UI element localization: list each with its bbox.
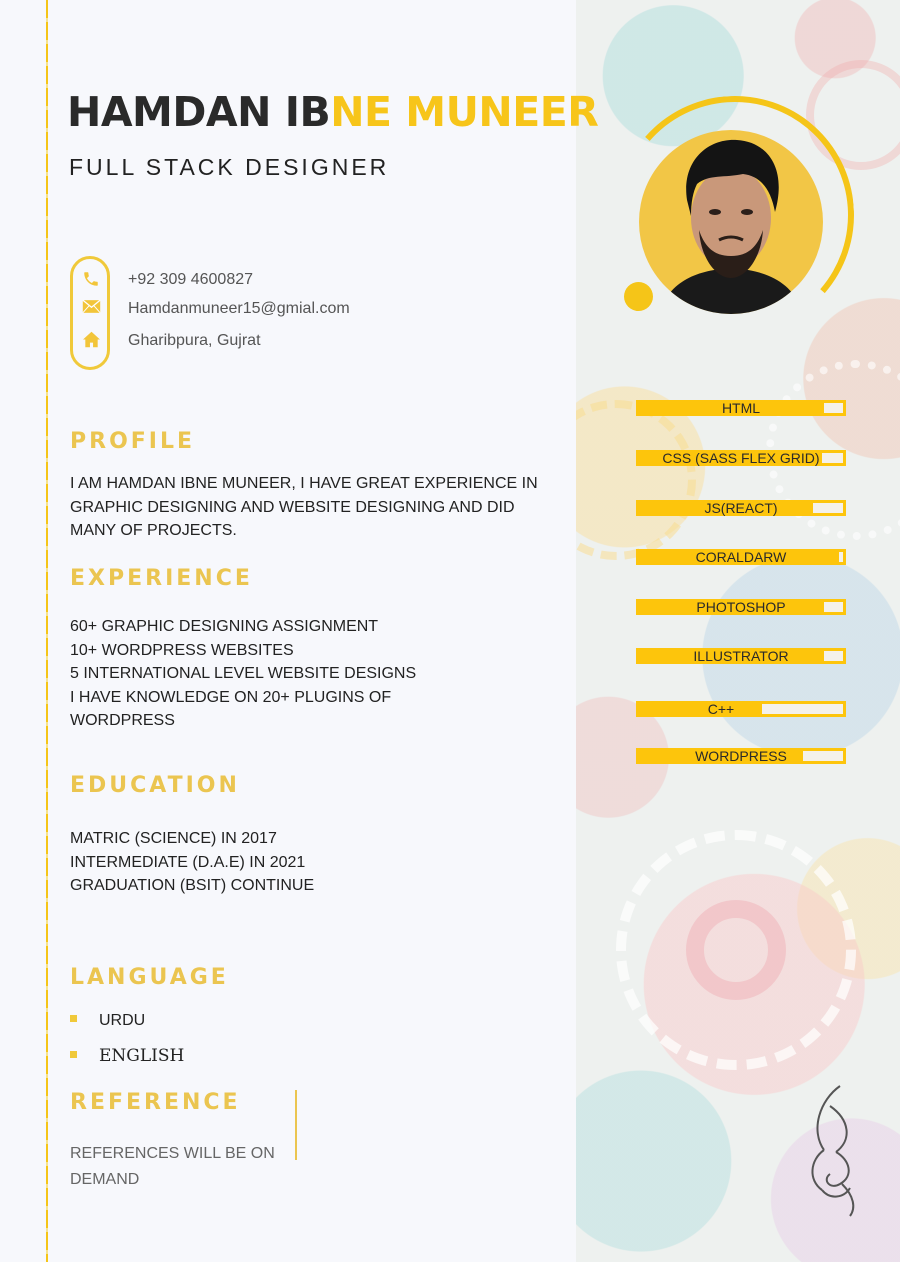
mandala-ornament <box>576 400 696 560</box>
profile-line: I AM HAMDAN IBNE MUNEER, I HAVE GREAT EXPERIENCE IN <box>70 475 538 492</box>
experience-heading: EXPERIENCE <box>70 566 253 591</box>
experience-item: I HAVE KNOWLEDGE ON 20+ PLUGINS OF <box>70 688 392 706</box>
name-dark-part: HAMDAN IB <box>67 88 331 136</box>
education-item: INTERMEDIATE (D.A.E) IN 2021 <box>70 853 306 871</box>
education-item: MATRIC (SCIENCE) IN 2017 <box>70 830 277 847</box>
email-address[interactable]: Hamdanmuneer15@gmial.com <box>128 300 350 317</box>
language-item: URDU <box>70 1012 145 1030</box>
skill-label: PHOTOSHOP <box>696 599 786 615</box>
home-icon <box>81 331 101 351</box>
bullet-icon <box>70 1015 77 1022</box>
education-list <box>70 827 314 898</box>
decorative-dot <box>624 282 653 311</box>
experience-item: WORDPRESS <box>70 712 175 729</box>
skill-bar-wordpress <box>636 748 846 764</box>
address: Gharibpura, Gujrat <box>128 332 261 349</box>
envelope-icon <box>81 299 101 319</box>
phone-number[interactable]: +92 309 4600827 <box>128 271 254 288</box>
reference-divider <box>295 1090 297 1160</box>
person-portrait-icon <box>639 130 823 314</box>
skill-bar-photoshop <box>636 599 846 615</box>
skill-bar-css <box>636 450 846 466</box>
phone-icon <box>81 270 101 290</box>
mandala-ornament <box>686 900 786 1000</box>
skill-label: ILLUSTRATOR <box>693 648 789 664</box>
skill-label: WORDPRESS <box>695 748 787 764</box>
skill-label: CORALDARW <box>695 549 787 565</box>
language-item: ENGLISH <box>70 1046 184 1066</box>
reference-text: REFERENCES WILL BE ON DEMAND <box>70 1145 275 1188</box>
reference-heading: REFERENCE <box>70 1090 241 1115</box>
skill-bar-cpp <box>636 701 846 717</box>
bullet-icon <box>70 1051 77 1058</box>
skill-bar-js <box>636 500 846 516</box>
profile-line: GRAPHIC DESIGNING AND WEBSITE DESIGNING AND DID <box>70 498 515 516</box>
skill-label: CSS (SASS FLEX GRID) <box>662 450 820 466</box>
job-title: FULL STACK DESIGNER <box>69 154 390 180</box>
language-heading: LANGUAGE <box>70 965 229 990</box>
name-accent-part: NE MUNEER <box>330 88 599 136</box>
profile-photo <box>639 130 823 314</box>
skill-label: HTML <box>721 400 761 416</box>
education-heading: EDUCATION <box>70 773 240 798</box>
profile-heading: PROFILE <box>70 429 196 454</box>
experience-list <box>70 615 416 733</box>
skill-label: JS(REACT) <box>704 500 778 516</box>
skill-bar-illustrator <box>636 648 846 664</box>
skill-bar-html <box>636 400 846 416</box>
signature-logo-icon <box>800 1080 870 1220</box>
skill-label: C++ <box>707 701 735 717</box>
experience-item: 10+ WORDPRESS WEBSITES <box>70 641 294 659</box>
profile-text <box>70 472 538 543</box>
left-accent-rule <box>46 0 48 1262</box>
experience-item: 5 INTERNATIONAL LEVEL WEBSITE DESIGNS <box>70 665 417 682</box>
experience-item: 60+ GRAPHIC DESIGNING ASSIGNMENT <box>70 618 379 635</box>
profile-line: MANY OF PROJECTS. <box>70 522 237 539</box>
candidate-name <box>67 88 599 136</box>
skill-bar-coraldraw <box>636 549 846 565</box>
education-item: GRADUATION (BSIT) CONTINUE <box>70 877 315 894</box>
